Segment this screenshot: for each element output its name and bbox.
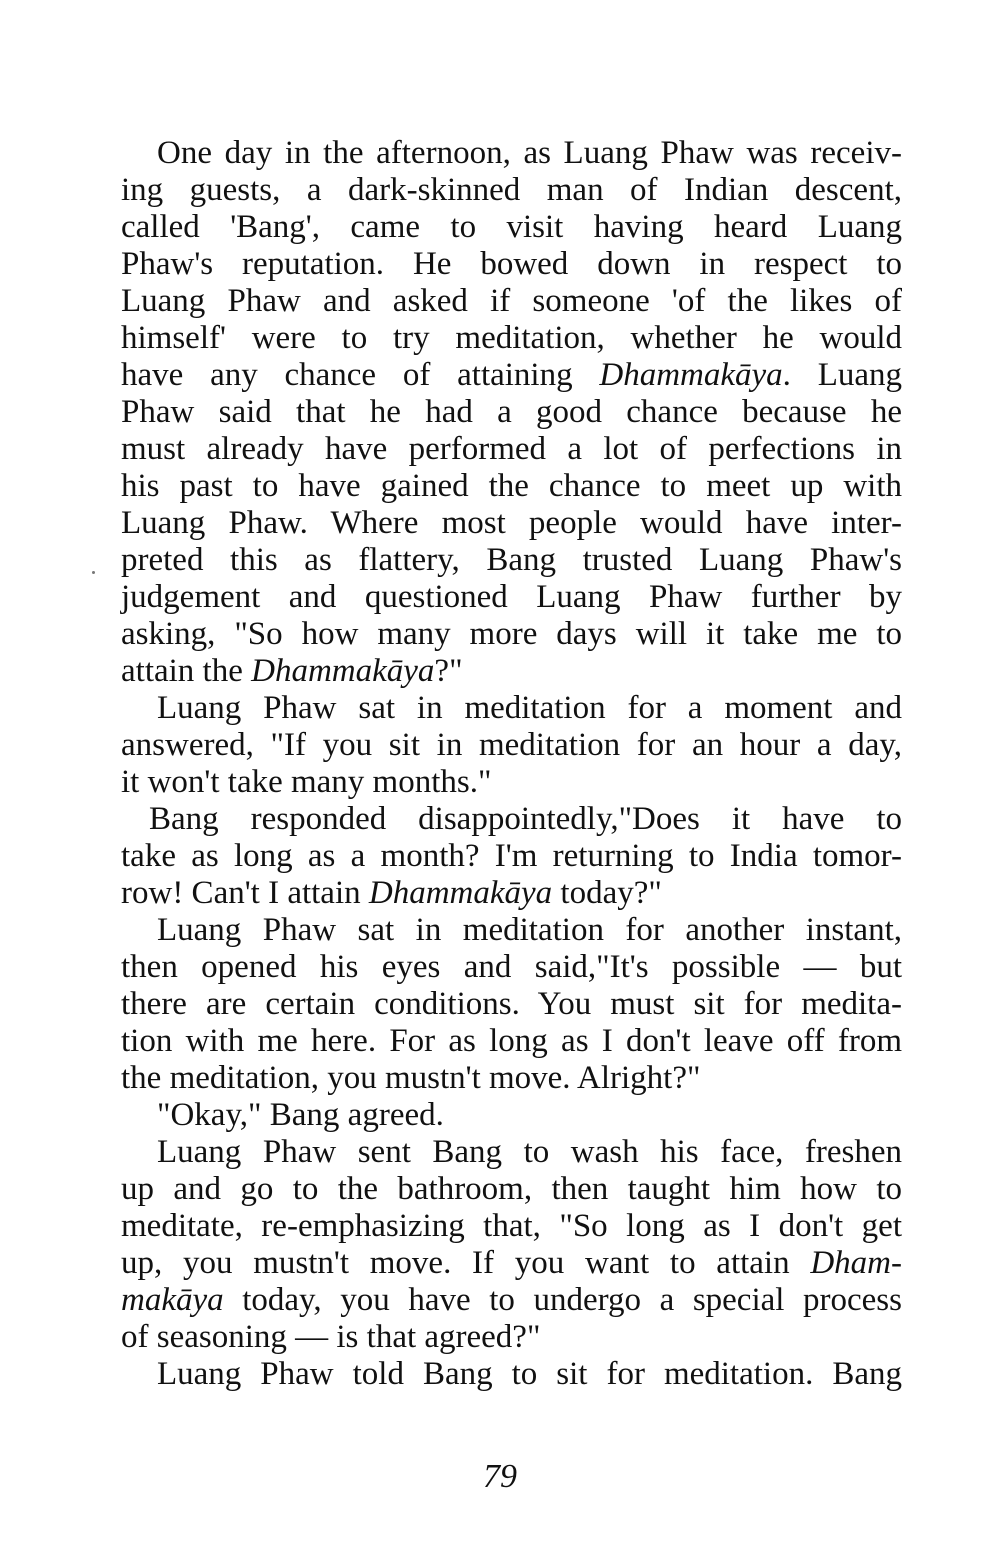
text-line: attain the Dhammakāya?" xyxy=(121,653,463,689)
text-line: Luang Phaw sent Bang to wash his face, freshen xyxy=(157,1134,902,1170)
text-line: Phaw said that he had a good chance because he xyxy=(121,394,902,430)
text-line: asking, "So how many more days will it take me to xyxy=(121,616,902,652)
italic-term: Dhammakāya xyxy=(251,653,435,689)
text-line: Luang Phaw. Where most people would have inter- xyxy=(121,505,902,541)
text-line: tion with me here. For as long as I don't leave off from xyxy=(121,1023,902,1059)
text-line: answered, "If you sit in meditation for an hour a day, xyxy=(121,727,902,763)
text-line: then opened his eyes and said,"It's possible — but xyxy=(121,949,902,985)
text-line: Phaw's reputation. He bowed down in respect to xyxy=(121,246,902,282)
italic-term: Dhammakāya xyxy=(599,357,783,393)
text-line: called 'Bang', came to visit having heard Luang xyxy=(121,209,902,245)
page-number: 79 xyxy=(483,1458,517,1495)
text-line: judgement and questioned Luang Phaw further by xyxy=(121,579,902,615)
body-text xyxy=(121,135,902,1393)
text-line: take as long as a month? I'm returning to India tomor- xyxy=(121,838,902,874)
italic-term: Dham- xyxy=(810,1245,902,1281)
italic-term: makāya xyxy=(121,1282,224,1318)
text-line: it won't take many months." xyxy=(121,764,492,800)
text-line: the meditation, you mustn't move. Alright?" xyxy=(121,1060,701,1096)
text-line: his past to have gained the chance to meet up with xyxy=(121,468,902,504)
italic-term: Dhammakāya xyxy=(368,875,553,911)
text-line: Bang responded disappointedly,"Does it have to xyxy=(149,801,902,837)
text-line: preted this as flattery, Bang trusted Luang Phaw's xyxy=(121,542,902,578)
text-line: Luang Phaw sat in meditation for a moment and xyxy=(157,690,902,726)
text-line: there are certain conditions. You must sit for medita- xyxy=(121,986,902,1022)
text-line: One day in the afternoon, as Luang Phaw was receiv- xyxy=(157,135,902,171)
text-line: himself' were to try meditation, whether he would xyxy=(121,320,902,356)
text-line: Luang Phaw sat in meditation for another instant, xyxy=(157,912,902,948)
text-line: makāya today, you have to undergo a special process xyxy=(121,1282,902,1318)
text-line: meditate, re-emphasizing that, "So long as I don't get xyxy=(121,1208,902,1244)
text-line: up and go to the bathroom, then taught him how to xyxy=(121,1171,902,1207)
text-line: of seasoning — is that agreed?" xyxy=(121,1319,541,1355)
text-line: "Okay," Bang agreed. xyxy=(157,1097,444,1133)
text-line: Luang Phaw told Bang to sit for meditation. Bang xyxy=(157,1356,902,1392)
text-line: row! Can't I attain Dhammakāya today?" xyxy=(121,875,662,911)
margin-speck xyxy=(92,571,95,574)
text-line: Luang Phaw and asked if someone 'of the likes of xyxy=(121,283,902,319)
text-line: ing guests, a dark-skinned man of Indian descent, xyxy=(121,172,902,208)
text-line: have any chance of attaining Dhammakāya. Luang xyxy=(121,357,903,393)
text-line: up, you mustn't move. If you want to attain Dham- xyxy=(121,1245,902,1281)
text-line: must already have performed a lot of perfections in xyxy=(121,431,902,467)
